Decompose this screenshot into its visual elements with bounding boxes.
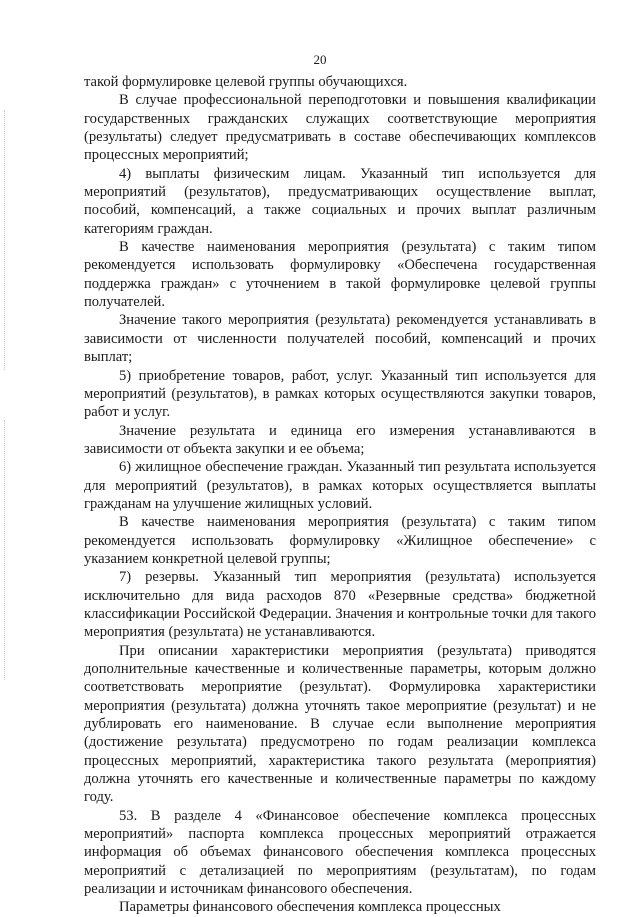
paragraph: 53. В разделе 4 «Финансовое обеспечение комплекса процессных мероприятий» паспорта комплекса процессных мероприятий отражается информация об объемах финансового обеспечения комплекса процессных мероприятий с детализацией по мероприятиям (результатам), по годам реализации и источникам финансового обеспечения.	[84, 807, 596, 898]
body-text	[84, 73, 596, 917]
paragraph: 6) жилищное обеспечение граждан. Указанный тип результата используется для мероприятий (результатов), в рамках которых осуществляется выплаты гражданам на улучшение жилищных условий.	[84, 459, 596, 512]
page-number: 20	[313, 52, 327, 67]
scan-margin-mark	[4, 110, 6, 370]
paragraph: 4) выплаты физическим лицам. Указанный тип используется для мероприятий (результатов), предусматривающих осуществление выплат, пособий, компенсаций, а также социальных и прочих выплат различным категориям граждан.	[84, 165, 596, 237]
paragraph: такой формулировке целевой группы обучающихся.	[84, 74, 408, 90]
paragraph: При описании характеристики мероприятия (результата) приводятся дополнительные качественные и количественные параметры, которым должно соответствовать мероприятие (результат). Формулировка характеристики мероприятия (результата) должна уточнять такое мероприятие (результат) и не дублировать его наименование. В случае если выполнение мероприятия (достижение результата) предусмотрено по годам реализации комплекса процессных мероприятий, характеристика такого результата (мероприятия) должна уточнять его качественные и количественные параметры по каждому году.	[84, 642, 596, 806]
scan-margin-mark	[4, 420, 6, 680]
paragraph: В случае профессиональной переподготовки и повышения квалификации государственных гражданских служащих соответствующие мероприятия (результаты) следует предусматривать в составе обеспечивающих комплексов процессных мероприятий;	[84, 92, 596, 164]
paragraph: Значение такого мероприятия (результата) рекомендуется устанавливать в зависимости от численности получателей пособий, компенсаций и прочих выплат;	[84, 312, 596, 366]
paragraph: В качестве наименования мероприятия (результата) с таким типом рекомендуется использовать формулировку «Обеспечена государственная поддержка граждан» с уточнением в такой формулировке целевой группы получателей.	[84, 239, 596, 311]
paragraph: В качестве наименования мероприятия (результата) с таким типом рекомендуется использовать формулировку «Жилищное обеспечение» с указанием конкретной целевой группы;	[84, 514, 596, 567]
paragraph: Параметры финансового обеспечения комплекса процессных	[119, 899, 501, 916]
paragraph: Значение результата и единица его измерения устанавливаются в зависимости от объекта закупки и ее объема;	[84, 422, 596, 457]
paragraph: 5) приобретение товаров, работ, услуг. Указанный тип используется для мероприятий (результатов), в рамках которых осуществляются закупки товаров, работ и услуг.	[84, 367, 596, 421]
paragraph: 7) резервы. Указанный тип мероприятия (результата) используется исключительно для вида расходов 870 «Резервные средства» бюджетной классификации Российской Федерации. Значения и контрольные точки для такого мероприятия (результата) не устанавливаются.	[84, 569, 596, 641]
